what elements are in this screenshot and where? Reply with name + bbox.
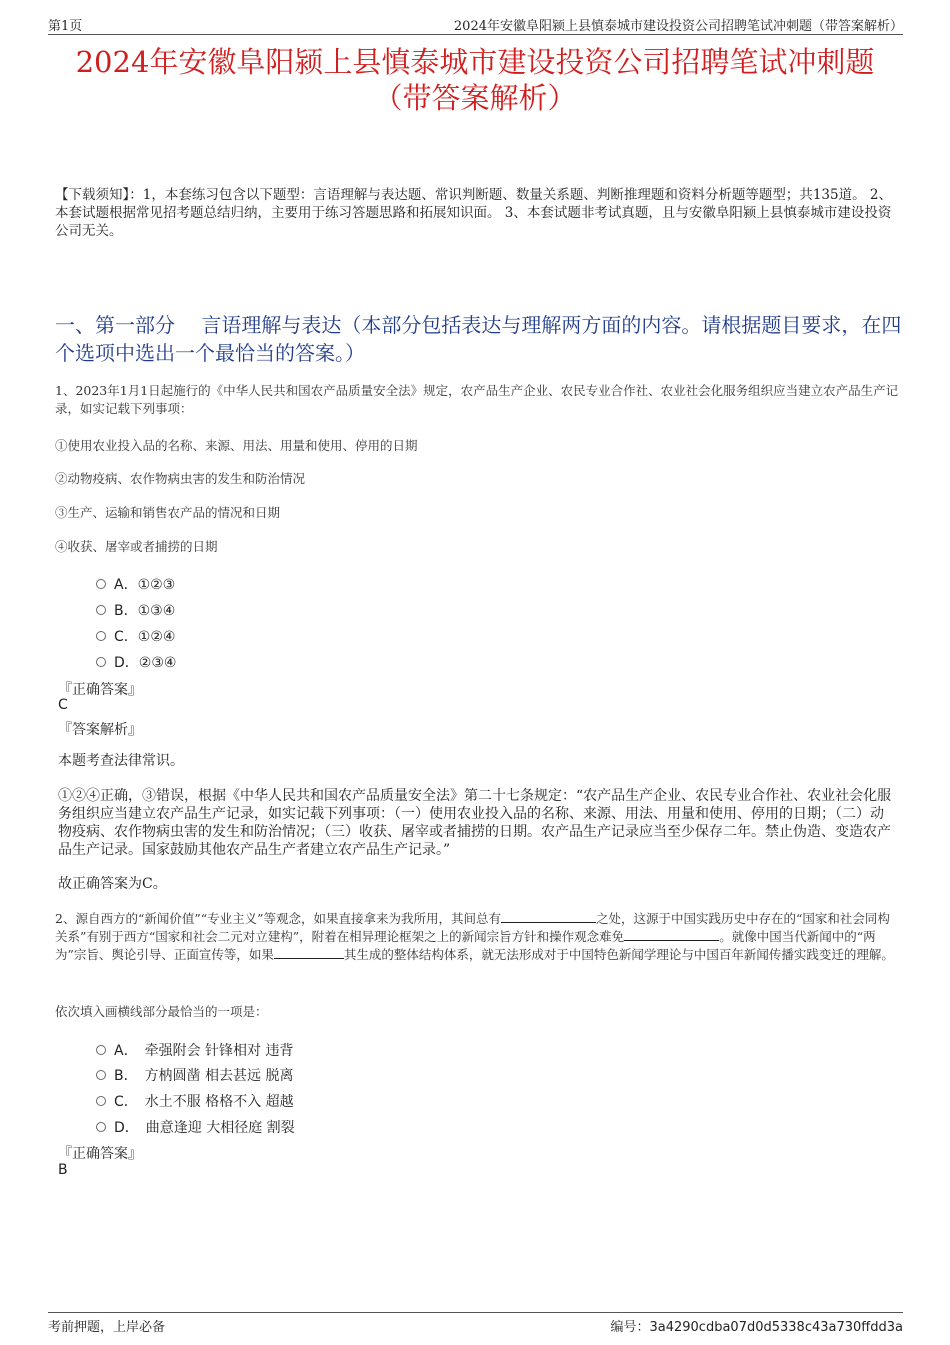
q1-option-c[interactable]: C．①②④ [96,626,175,646]
q1-option-a[interactable]: A．①②③ [96,574,175,594]
q1-analysis-3: 故正确答案为C。 [58,876,167,892]
q1-answer-label: 『正确答案』 [58,682,142,698]
radio-icon[interactable] [96,1045,106,1055]
radio-icon[interactable] [96,1070,106,1080]
q1-item-2: ②动物疫病、农作物病虫害的发生和防治情况 [55,471,306,486]
q2-stem: 2、源自西方的“新闻价值”“专业主义”等观念，如果直接拿来为我所用，其间总有 之处，这源于中国实践历史中存在的“国家和社会同构关系”有别于西方“国家和社会二元对立建构”，附着在相异理论框架之上的新闻宗旨方针和操作观念难免 。就像中国当代新闻中的“两为”宗旨、舆论引导、正面宣传等，如果 其生成的整体结构体系，就无法形成对于中国特色新闻学理论与中国百年新闻传播实践变迁的理解。 [55,911,894,962]
download-notice: 【下载须知】：1，本套练习包含以下题型：言语理解与表达题、常识判断题、数量关系题、判断推理题和资料分析题等题型；共135道。 2、本套试题根据常见招考题总结归纳，主要用于练习答题思路和拓展知识面。 3、本套试题非考试真题，且与安徽阜阳颍上县慎泰城市建设投资公司无关。 [55,187,892,239]
header-doc-title: 2024年安徽阜阳颍上县慎泰城市建设投资公司招聘笔试冲刺题（带答案解析） [453,19,903,34]
radio-icon[interactable] [96,605,106,615]
q1-analysis-label: 『答案解析』 [58,722,142,738]
q1-option-b[interactable]: B．①③④ [96,600,175,620]
q1-analysis-1: 本题考查法律常识。 [58,753,184,769]
q1-stem: 1、2023年1月1日起施行的《中华人民共和国农产品质量安全法》规定，农产品生产企业、农民专业合作社、农业社会化服务组织应当建立农产品生产记录，如实记载下列事项： [55,383,899,416]
q2-option-b[interactable]: B． 方枘圆凿 相去甚远 脱离 [96,1065,294,1085]
radio-icon[interactable] [96,631,106,641]
title-line-2: （带答案解析） [373,81,577,115]
blank-1 [501,910,596,923]
q2-prompt: 依次填入画横线部分最恰当的一项是： [55,1004,268,1019]
radio-icon[interactable] [96,1122,106,1132]
footer-code: 编号：3a4290cdba07d0d5338c43a730ffdd3a [610,1320,903,1335]
section-title: 一、第一部分 言语理解与表达（本部分包括表达与理解两方面的内容。请根据题目要求，在四个选项中选出一个最恰当的答案。） [55,313,902,365]
title-line-1: 2024年安徽阜阳颍上县慎泰城市建设投资公司招聘笔试冲刺题 [75,45,875,79]
radio-icon[interactable] [96,657,106,667]
blank-3 [274,946,344,959]
q1-analysis-2: ①②④正确，③错误，根据《中华人民共和国农产品质量安全法》第二十七条规定：“农产品生产企业、农民专业合作社、农业社会化服务组织应当建立农产品生产记录，如实记载下列事项：（一）使用农业投入品的名称、来源、用法、用量和使用、停用的日期；（二）动物疫病、农作物病虫害的发生和防治情况；（三）收获、屠宰或者捕捞的日期。农产品生产记录应当至少保存二年。禁止伪造、变造农产品生产记录。国家鼓励其他农产品生产者建立农产品生产记录。” [58,788,892,858]
page-footer [48,1312,903,1335]
blank-2 [624,928,719,941]
page-header [48,14,903,35]
page-number: 第1页 [48,19,83,34]
radio-icon[interactable] [96,579,106,589]
q2-answer-label: 『正确答案』 [58,1146,142,1162]
q2-option-c[interactable]: C． 水土不服 格格不入 超越 [96,1091,294,1111]
radio-icon[interactable] [96,1096,106,1106]
q1-item-4: ④收获、屠宰或者捕捞的日期 [55,539,218,554]
footer-slogan: 考前押题，上岸必备 [48,1320,166,1335]
q1-answer: C [58,697,68,713]
q1-option-d[interactable]: D．②③④ [96,652,176,672]
document-title [40,44,910,116]
q1-item-1: ①使用农业投入品的名称、来源、用法、用量和使用、停用的日期 [55,438,418,453]
q2-answer: B [58,1162,68,1178]
q1-item-3: ③生产、运输和销售农产品的情况和日期 [55,505,281,520]
q2-option-d[interactable]: D． 曲意逢迎 大相径庭 割裂 [96,1117,295,1137]
q2-option-a[interactable]: A． 牵强附会 针锋相对 违背 [96,1040,293,1060]
